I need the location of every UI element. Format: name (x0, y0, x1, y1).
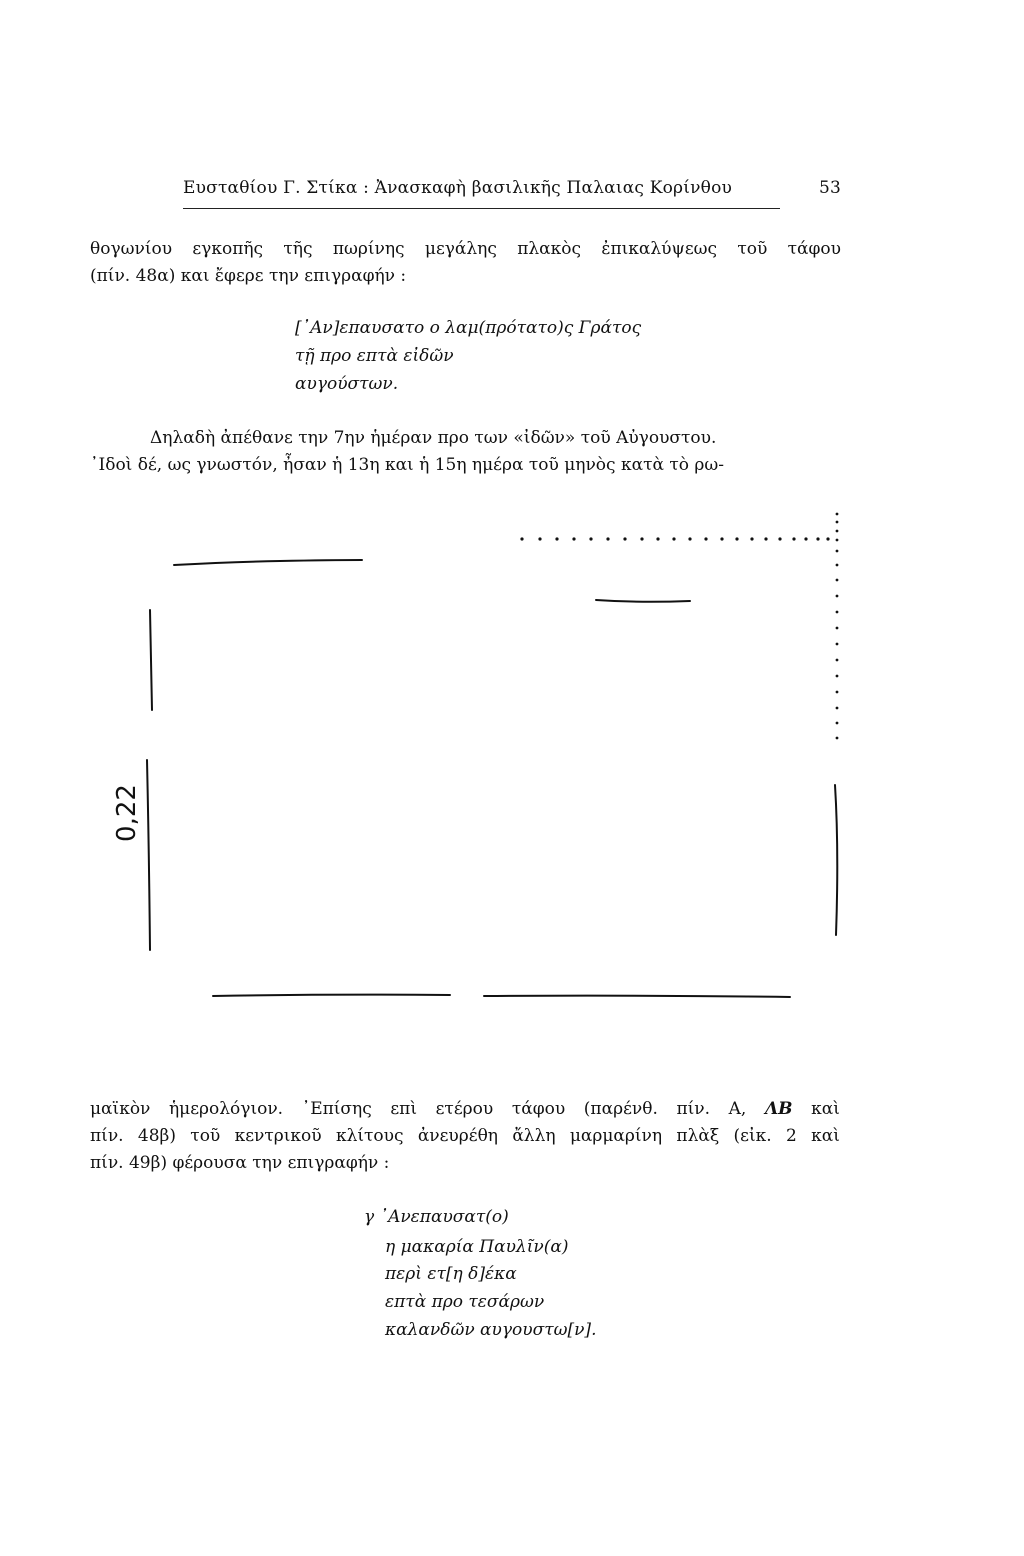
word: ἀνευρέθη (417, 1126, 498, 1146)
scale-label: 0,22 (111, 784, 142, 842)
word: εγκοπῆς (192, 239, 264, 259)
word: πωρίνης (332, 239, 405, 259)
word: κλίτους (335, 1126, 404, 1146)
word: τάφου (511, 1099, 566, 1119)
word: τάφου (787, 239, 841, 259)
word: (παρένθ. (583, 1099, 658, 1119)
inscription-1-line-2: τῇ προ επτὰ εἰδῶν (295, 346, 454, 366)
word: καὶ (811, 1099, 840, 1119)
paragraph-3-line-1 (90, 1096, 840, 1123)
inscription-1-line-3: αυγούστων. (295, 374, 399, 394)
paragraph-1-line-2: (πίν. 48α) και ἔφερε την επιγραφήν : (90, 266, 407, 286)
inscription-2-line-4: επτὰ προ τεσάρων (385, 1292, 545, 1312)
running-title: Ευσταθίου Γ. Στίκα : Ἀνασκαφὴ βασιλικῆς Παλαιας Κορίνθου (183, 178, 733, 198)
word: 2 (785, 1126, 797, 1146)
word: (εἰκ. (733, 1126, 772, 1146)
word: πίν. (90, 1126, 124, 1146)
drawing-top-right-edge (596, 600, 690, 602)
inscription-2-line-1: γ ᾿Ανεπαυσατ(ο) (364, 1207, 509, 1227)
inscription-1-line-1: [᾿Αν]επαυσατο ο λαμ(πρότατο)ς Γράτος (295, 318, 642, 338)
word: ετέρου (435, 1099, 494, 1119)
drawing-bottom-right-edge (484, 996, 790, 997)
drawing-top-left-edge (174, 560, 362, 565)
word: κεντρικοῦ (234, 1126, 322, 1146)
word: πλακὸς (517, 239, 582, 259)
drawing-left-edge-lower (147, 760, 150, 950)
word: τῆς (283, 239, 313, 259)
word: πλὰξ (676, 1126, 720, 1146)
drawing-left-edge-upper (150, 610, 152, 710)
word: τοῦ (190, 1126, 221, 1146)
paragraph-2-line-1: Δηλαδὴ ἀπέθανε την 7ην ἡμέραν προ των «ἰδῶν» τοῦ Αὐγουστου. (150, 428, 717, 448)
word: ἄλλη (512, 1126, 556, 1146)
word: Α, (728, 1099, 747, 1119)
drawing-bottom-left-edge (213, 995, 450, 996)
word: μεγάλης (424, 239, 497, 259)
word: τοῦ (737, 239, 768, 259)
word: μαρμαρίνη (569, 1126, 663, 1146)
word: θογωνίου (90, 239, 173, 259)
word: ἡμερολόγιον. (169, 1099, 284, 1119)
word: μαϊκὸν (90, 1099, 151, 1119)
drawing-right-edge (835, 785, 837, 935)
paragraph-3-line-2 (90, 1123, 840, 1150)
paragraph-2-line-2: ᾿Ιδοὶ δέ, ως γνωστόν, ἦσαν ἡ 13η και ἡ 15η ημέρα τοῦ μηνὸς κατὰ τὸ ρω- (90, 455, 724, 475)
inscription-2-line-2: η μακαρία Παυλῖν(α) (385, 1237, 569, 1257)
word: ᾿Επίσης (301, 1099, 372, 1119)
page-number: 53 (818, 178, 841, 198)
word: 48β) (137, 1126, 176, 1146)
word: ἐπικαλύψεως (601, 239, 718, 259)
word: επὶ (390, 1099, 418, 1119)
paragraph-3-line-3: πίν. 49β) φέρουσα την επιγραφήν : (90, 1153, 390, 1173)
word: πίν. (676, 1099, 711, 1119)
dotted-outline (520, 513, 838, 740)
inscription-2-line-3: περὶ ετ[η δ]έκα (385, 1264, 517, 1284)
word: καὶ (811, 1126, 840, 1146)
inscription-2-line-5: καλανδῶν αυγουστω[ν]. (385, 1320, 597, 1340)
word: ΛΒ (764, 1099, 793, 1119)
